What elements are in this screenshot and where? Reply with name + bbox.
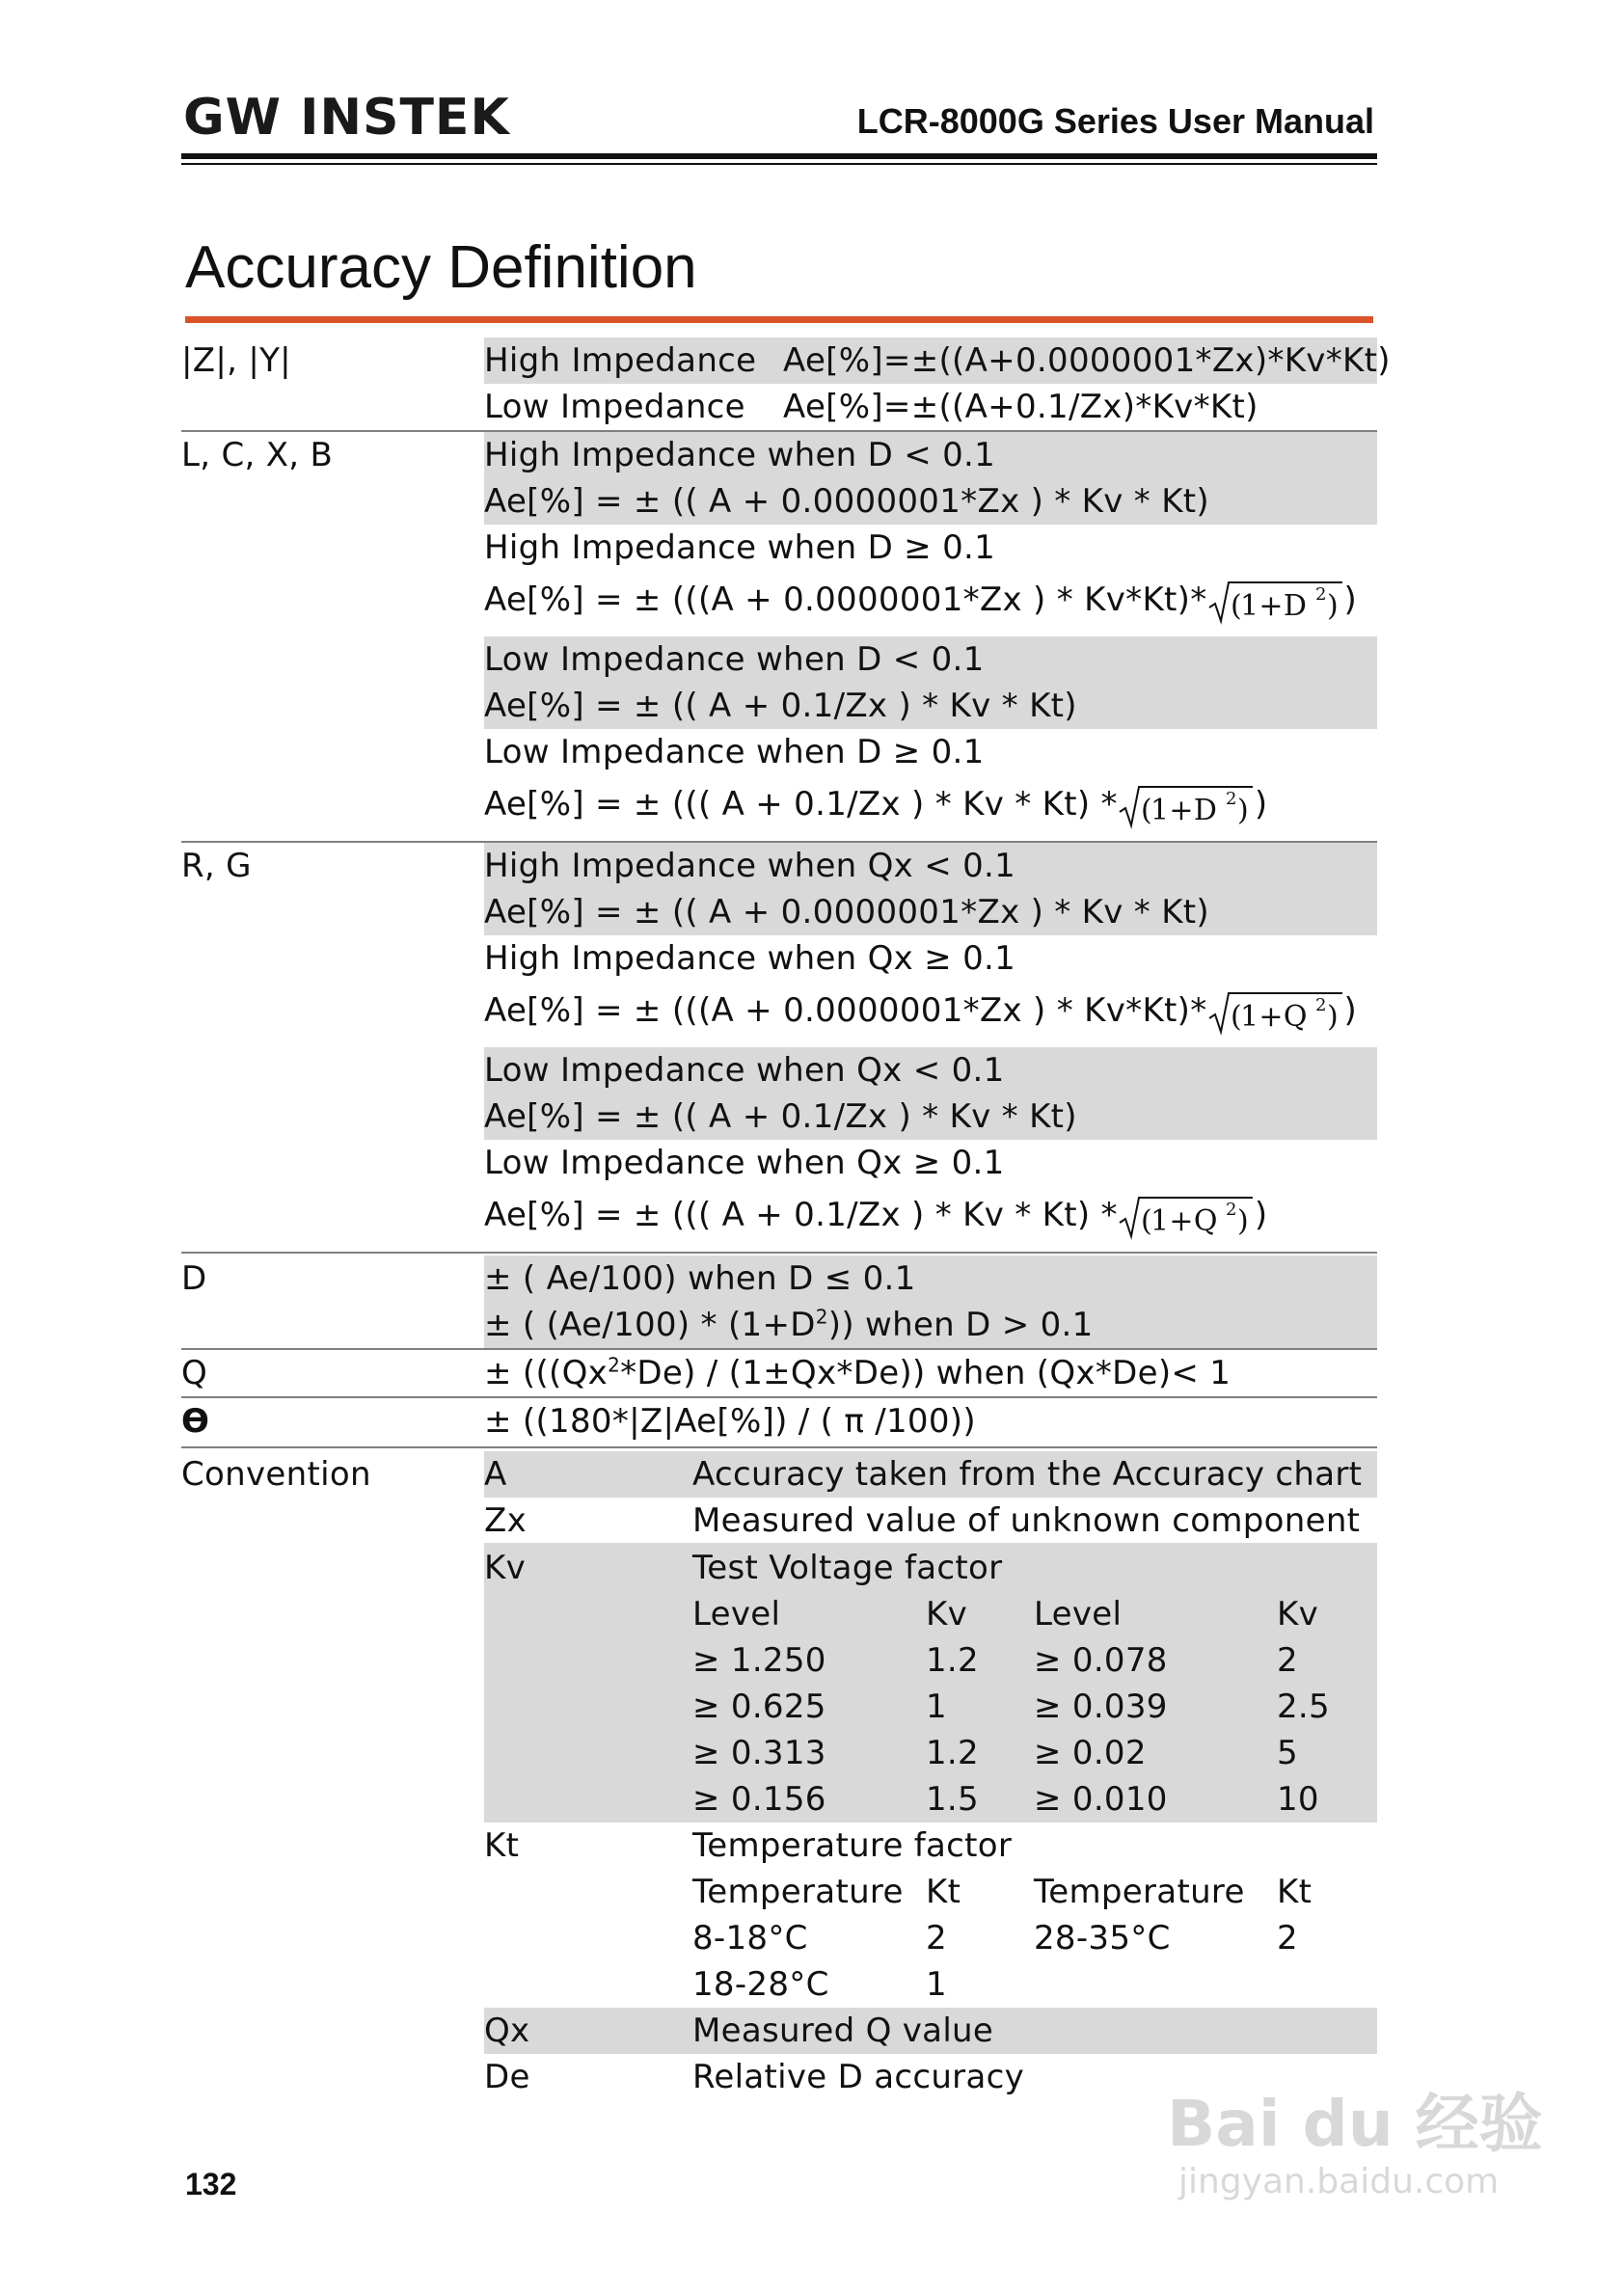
kv-cell: 2.5 [1277, 1688, 1330, 1726]
svg-text:(: ( [1230, 588, 1242, 623]
row-divider [181, 1252, 1377, 1254]
header-rule-thin [181, 163, 1377, 165]
rg-line: High Impedance when Qx ≥ 0.1 [484, 939, 1016, 978]
rg-line: Low Impedance when Qx < 0.1 [484, 1051, 1005, 1090]
lcxb-sqrt-formula: Ae[%] = ± (((A + 0.0000001*Zx ) * Kv*Kt)* ( 1+D 2 ) ) [484, 577, 1357, 625]
brand-logo: GW INSTEK [183, 89, 510, 147]
conv-val-de: Relative D accuracy [692, 2058, 1025, 2096]
d-line: ± ( Ae/100) when D ≤ 0.1 [484, 1259, 916, 1298]
sqrt-exponent: 2 [1314, 583, 1327, 605]
kv-cell: 5 [1277, 1734, 1298, 1772]
kt-cell: 2 [1277, 1919, 1298, 1958]
kv-cell: 1.2 [926, 1734, 979, 1772]
zy-high-formula: Ae[%]=±((A+0.0000001*Zx)*Kv*Kt) [783, 341, 1391, 380]
svg-text:): ) [1326, 999, 1339, 1034]
watermark-brand: Bai du 经验 [1167, 2087, 1543, 2161]
q-line: ± ($((Qx^2*De) / (1\pm Qx*De))$ when (Qx*De)< 1 [484, 1353, 1232, 1392]
sqrt-term: 1+D [1150, 793, 1218, 827]
svg-text:(: ( [1140, 793, 1152, 827]
kt-cell: 8-18°C [692, 1919, 808, 1958]
kv-cell: ≥ 0.010 [1034, 1780, 1168, 1819]
row-label-rg: R, G [181, 847, 252, 885]
conv-key-a: A [484, 1455, 507, 1494]
kt-header: Kt [926, 1873, 961, 1911]
lcxb-line: Low Impedance when D < 0.1 [484, 640, 985, 679]
sqrt-expression [1207, 579, 1344, 625]
kt-cell: 28-35°C [1034, 1919, 1171, 1958]
rg-sqrt-formula: Ae[%] = ± ((( A + 0.1/Zx ) * Kv * Kt) * ( 1+Q 2 ) ) [484, 1192, 1267, 1240]
kv-cell: ≥ 0.625 [692, 1688, 826, 1726]
kv-cell: ≥ 1.250 [692, 1641, 826, 1680]
kt-cell: 2 [926, 1919, 947, 1958]
lcxb-sqrt-formula: Ae[%] = ± ((( A + 0.1/Zx ) * Kv * Kt) * ( 1+D 2 ) ) [484, 781, 1267, 829]
lcxb-line: Ae[%] = ± (( A + 0.1/Zx ) * Kv * Kt) [484, 687, 1077, 725]
svg-text:(: ( [1230, 999, 1242, 1034]
row-divider [181, 1446, 1377, 1448]
row-label-d: D [181, 1259, 207, 1298]
lcxb-line: High Impedance when D ≥ 0.1 [484, 528, 996, 567]
kv-cell: ≥ 0.156 [692, 1780, 826, 1819]
rg-line: Low Impedance when Qx ≥ 0.1 [484, 1144, 1005, 1182]
kv-cell: 1 [926, 1688, 947, 1726]
zy-high-key: High Impedance [484, 341, 757, 380]
sqrt-expression [1118, 1194, 1255, 1240]
sqrt-expression [1118, 783, 1255, 829]
kt-header: Kt [1277, 1873, 1313, 1911]
conv-val-kt: Temperature factor [692, 1826, 1013, 1865]
zy-low-key: Low Impedance [484, 388, 745, 426]
row-label-convention: Convention [181, 1455, 371, 1494]
conv-key-kt: Kt [484, 1826, 520, 1865]
svg-text:): ) [1326, 588, 1339, 623]
kv-cell: 10 [1277, 1780, 1319, 1819]
kv-header: Kv [1277, 1595, 1319, 1634]
kt-header: Temperature [1034, 1873, 1245, 1911]
row-label-q: Q [181, 1354, 208, 1392]
conv-val-qx: Measured Q value [692, 2012, 994, 2050]
conv-key-kv: Kv [484, 1549, 527, 1587]
row-label-zy: |Z|, |Y| [181, 341, 291, 380]
kv-cell: 1.5 [926, 1780, 979, 1819]
sqrt-exponent: 2 [1225, 1199, 1237, 1220]
rg-line: High Impedance when Qx < 0.1 [484, 847, 1016, 885]
lcxb-line: Ae[%] = ± (( A + 0.0000001*Zx ) * Kv * Kt) [484, 482, 1209, 521]
svg-text:(: ( [1140, 1203, 1152, 1238]
page-title: Accuracy Definition [185, 234, 697, 301]
kv-cell: 2 [1277, 1641, 1298, 1680]
sqrt-term: 1+Q [1239, 999, 1308, 1034]
svg-text:): ) [1236, 1203, 1249, 1238]
kv-cell: ≥ 0.313 [692, 1734, 826, 1772]
sqrt-expression [1207, 989, 1344, 1036]
kv-cell: ≥ 0.02 [1034, 1734, 1147, 1772]
header-rule [181, 153, 1377, 159]
sqrt-exponent: 2 [1314, 994, 1327, 1015]
kv-cell: 1.2 [926, 1641, 979, 1680]
kv-header: Level [1034, 1595, 1123, 1634]
conv-val-a: Accuracy taken from the Accuracy chart [692, 1455, 1363, 1494]
manual-title: LCR-8000G Series User Manual [856, 101, 1374, 141]
kt-cell: 18-28°C [692, 1965, 829, 2004]
watermark-url: jingyan.baidu.com [1178, 2162, 1500, 2201]
lcxb-line: Low Impedance when D ≥ 0.1 [484, 733, 985, 771]
watermark [1167, 2088, 1543, 2203]
rg-line: Ae[%] = ± (( A + 0.0000001*Zx ) * Kv * Kt) [484, 893, 1209, 932]
theta-line: ± ((180*|Z|Ae[%]) / ( π /100)) [484, 1402, 976, 1441]
conv-key-qx: Qx [484, 2012, 530, 2050]
conv-val-zx: Measured value of unknown component [692, 1501, 1361, 1540]
kt-header: Temperature [692, 1873, 904, 1911]
conv-key-de: De [484, 2058, 530, 2096]
kv-header: Kv [926, 1595, 968, 1634]
lcxb-line: High Impedance when D < 0.1 [484, 436, 996, 474]
sqrt-exponent: 2 [1225, 788, 1237, 809]
rg-sqrt-formula: Ae[%] = ± (((A + 0.0000001*Zx ) * Kv*Kt)* ( 1+Q 2 ) ) [484, 987, 1357, 1036]
row-label-theta: ϴ [181, 1402, 210, 1441]
rg-line: Ae[%] = ± (( A + 0.1/Zx ) * Kv * Kt) [484, 1097, 1077, 1136]
zy-low-formula: Ae[%]=±((A+0.1/Zx)*Kv*Kt) [783, 388, 1259, 426]
kv-cell: ≥ 0.078 [1034, 1641, 1168, 1680]
conv-key-zx: Zx [484, 1501, 528, 1540]
d-line: ± ( $(Ae/100) * (1+D^2)$) when D > 0.1 [484, 1305, 1094, 1344]
conv-val-kv: Test Voltage factor [692, 1549, 1003, 1587]
kv-header: Level [692, 1595, 781, 1634]
page-number: 132 [185, 2167, 237, 2201]
kt-cell: 1 [926, 1965, 947, 2004]
sqrt-term: 1+D [1239, 588, 1307, 623]
kv-cell: ≥ 0.039 [1034, 1688, 1168, 1726]
row-label-lcxb: L, C, X, B [181, 436, 334, 474]
sqrt-term: 1+Q [1150, 1203, 1218, 1238]
title-rule [185, 316, 1373, 323]
svg-text:): ) [1236, 793, 1249, 827]
